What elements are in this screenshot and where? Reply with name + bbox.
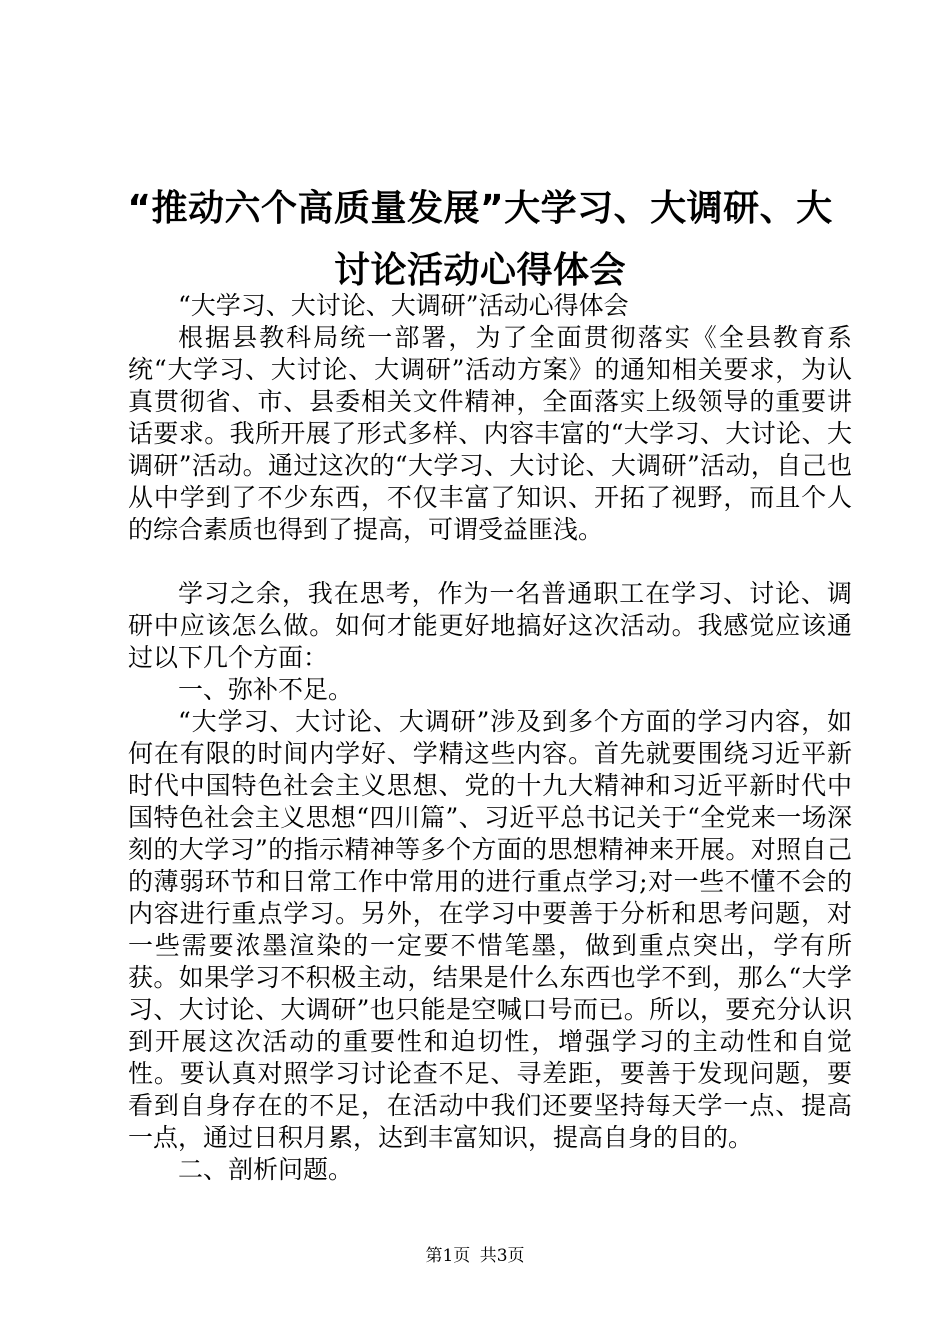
- section-heading: 一、弥补不足。: [178, 675, 354, 704]
- subtitle-paragraph: “大学习、大讨论、大调研”活动心得体会: [178, 291, 629, 320]
- section-heading: 二、剖析问题。: [178, 1155, 354, 1184]
- page-footer: [0, 1244, 950, 1268]
- document-title: [120, 178, 840, 302]
- body-paragraph: 根据县教科局统一部署，为了全面贯彻落实《全县教育系统“大学习、大讨论、大调研”活动方案》的通知相关要求，为认真贯彻省、市、县委相关文件精神，全面落实上级领导的重要讲话要求。我所开展了形式多样、内容丰富的“大学习、大讨论、大调研”活动。通过这次的“大学习、大讨论、大调研”活动，自己也从中学到了不少东西，不仅丰富了知识、开拓了视野，而且个人的综合素质也得到了提高，可谓受益匪浅。: [128, 323, 852, 544]
- page-total: 共3页: [479, 1246, 525, 1266]
- title-line-1: “推动六个高质量发展”大学习、大调研、大: [127, 188, 833, 229]
- document-body: [128, 290, 852, 1186]
- page-number: 第1页: [425, 1246, 471, 1266]
- body-paragraph: 学习之余，我在思考，作为一名普通职工在学习、讨论、调研中应该怎么做。如何才能更好地搞好这次活动。我感觉应该通过以下几个方面：: [128, 579, 852, 672]
- title-line-2: 讨论活动心得体会: [333, 250, 626, 291]
- body-paragraph: “大学习、大讨论、大调研”涉及到多个方面的学习内容，如何在有限的时间内学好、学精这些内容。首先就要围绕习近平新时代中国特色社会主义思想、党的十九大精神和习近平新时代中国特色社会主义思想“四川篇”、习近平总书记关于“全党来一场深刻的大学习”的指示精神等多个方面的思想精神来开展。对照自己的薄弱环节和日常工作中常用的进行重点学习;对一些不懂不会的内容进行重点学习。另外，在学习中要善于分析和思考问题，对一些需要浓墨渲染的一定要不惜笔墨，做到重点突出，学有所获。如果学习不积极主动，结果是什么东西也学不到，那么“大学习、大讨论、大调研”也只能是空喊口号而已。所以，要充分认识到开展这次活动的重要性和迫切性，增强学习的主动性和自觉性。要认真对照学习讨论查不足、寻差距，要善于发现问题，要看到自身存在的不足，在活动中我们还要坚持每天学一点、提高一点，通过日积月累，达到丰富知识，提高自身的目的。: [128, 707, 852, 1152]
